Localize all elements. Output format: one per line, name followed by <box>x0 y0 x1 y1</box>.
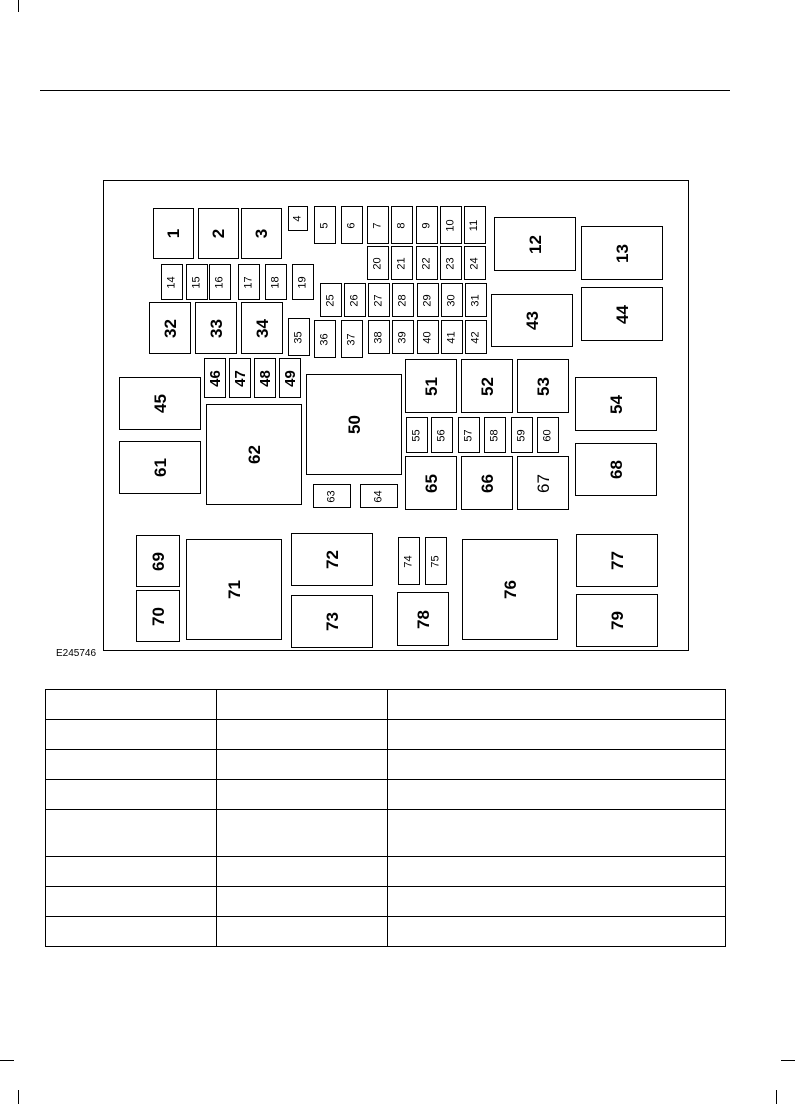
fuse-73 <box>291 595 373 648</box>
fuse-38 <box>368 320 390 354</box>
fuse-label: 51 <box>421 376 441 396</box>
fuse-59 <box>511 417 533 453</box>
fuse-label: 61 <box>150 458 170 477</box>
fuse-label: 22 <box>420 256 433 270</box>
fuse-6 <box>341 206 363 244</box>
table-cell <box>388 690 726 720</box>
fuse-label: 49 <box>281 369 299 387</box>
fuse-label: 78 <box>413 609 433 629</box>
fuse-label: 59 <box>515 428 528 442</box>
table-cell <box>46 917 217 947</box>
fuse-28 <box>392 283 414 317</box>
fuse-12 <box>494 217 576 271</box>
fuse-label: 69 <box>148 551 168 571</box>
fuse-label: 74 <box>402 554 415 568</box>
fuse-10 <box>440 206 462 244</box>
crop-mark-top-left <box>18 0 19 12</box>
fuse-label: 11 <box>468 219 481 231</box>
fuse-18 <box>265 264 287 300</box>
fuse-39 <box>392 320 414 354</box>
fuse-label: 36 <box>318 332 331 346</box>
fuse-1 <box>153 208 194 259</box>
fuse-63 <box>313 484 351 508</box>
table-cell <box>46 857 217 887</box>
fuse-label: 26 <box>348 293 361 307</box>
fuse-label: 31 <box>469 293 482 307</box>
table-row <box>46 857 726 887</box>
fuse-43 <box>491 294 573 347</box>
table-cell <box>217 917 388 947</box>
fuse-label: 15 <box>190 275 203 289</box>
fuse-68 <box>575 443 657 496</box>
fuse-61 <box>119 441 201 494</box>
fuse-21 <box>391 246 413 280</box>
fuse-51 <box>405 359 457 413</box>
table-cell <box>217 720 388 750</box>
fuse-label: 9 <box>420 221 433 229</box>
fuse-50 <box>306 374 402 475</box>
fuse-29 <box>417 283 439 317</box>
fuse-label: 4 <box>291 215 304 222</box>
fuse-label: 42 <box>469 330 482 344</box>
fuse-78 <box>397 592 449 646</box>
fuse-label: 54 <box>606 394 626 414</box>
fuse-67 <box>517 456 569 510</box>
fuse-36 <box>314 320 336 358</box>
fuse-label: 20 <box>371 256 384 270</box>
fuse-64 <box>360 484 398 508</box>
fuse-75 <box>425 537 447 585</box>
fuse-label: 16 <box>213 275 226 289</box>
fuse-49 <box>279 358 301 398</box>
fuse-label: 46 <box>206 369 224 387</box>
fuse-label: 2 <box>209 228 228 239</box>
table-row <box>46 810 726 857</box>
table-cell <box>388 887 726 917</box>
fuse-33 <box>195 302 237 354</box>
fuse-label: 24 <box>468 256 481 270</box>
fuse-label: 44 <box>612 304 632 324</box>
table-cell <box>388 720 726 750</box>
fuse-79 <box>576 594 658 647</box>
fuse-37 <box>341 320 363 358</box>
fuse-label: 13 <box>612 243 632 263</box>
fuse-17 <box>238 264 260 300</box>
fuse-55 <box>406 417 428 453</box>
fuse-label: 27 <box>372 293 385 307</box>
fuse-label: 19 <box>296 275 309 289</box>
fuse-53 <box>517 359 569 413</box>
fuse-2 <box>198 208 239 259</box>
fuse-label: 73 <box>322 612 342 631</box>
fuse-11 <box>464 206 486 244</box>
fuse-32 <box>149 302 191 354</box>
crop-mark-bottom-right-h <box>781 1060 795 1061</box>
fuse-22 <box>416 246 438 280</box>
fuse-label: 12 <box>525 234 545 254</box>
fuse-47 <box>229 358 251 398</box>
table-row <box>46 720 726 750</box>
fuse-label: 72 <box>322 550 342 569</box>
fuse-58 <box>484 417 506 453</box>
fuse-label: 47 <box>231 369 249 387</box>
fuse-label: 17 <box>242 275 255 289</box>
fuse-label: 67 <box>533 473 553 493</box>
fuse-label: 6 <box>345 221 358 229</box>
fuse-label: 34 <box>252 318 272 338</box>
table-cell <box>217 810 388 857</box>
table-cell <box>46 720 217 750</box>
fuse-57 <box>458 417 480 453</box>
table-cell <box>217 750 388 780</box>
fuse-9 <box>416 206 438 244</box>
fuse-74 <box>398 537 420 585</box>
fuse-23 <box>440 246 462 280</box>
table-cell <box>46 887 217 917</box>
fuse-label: 1 <box>164 228 183 239</box>
fuse-14 <box>161 264 183 300</box>
fuse-62 <box>206 404 302 505</box>
table-cell <box>217 780 388 810</box>
fuse-66 <box>461 456 513 510</box>
fuse-label: 38 <box>372 330 385 344</box>
table-row <box>46 780 726 810</box>
table-cell <box>217 857 388 887</box>
table-cell <box>388 750 726 780</box>
fuse-76 <box>462 539 558 640</box>
fuse-70 <box>136 590 180 642</box>
table-cell <box>217 887 388 917</box>
fuse-65 <box>405 456 457 510</box>
fuse-label: 68 <box>606 460 626 479</box>
table-cell <box>46 690 217 720</box>
fuse-35 <box>288 318 310 356</box>
fuse-label: 76 <box>500 580 520 599</box>
fuse-label: 32 <box>160 318 180 338</box>
table-cell <box>388 810 726 857</box>
fuse-label: 33 <box>206 318 226 338</box>
fuse-41 <box>441 320 463 354</box>
fuse-label: 41 <box>445 330 458 344</box>
fuse-label: 43 <box>522 311 542 330</box>
fuse-label: 63 <box>325 489 338 503</box>
table-cell <box>388 780 726 810</box>
fuse-77 <box>576 534 658 587</box>
fuse-label: 25 <box>324 293 337 307</box>
fuse-7 <box>367 206 389 244</box>
fuse-label: 71 <box>224 580 244 599</box>
fuse-60 <box>537 417 559 453</box>
fuse-16 <box>209 264 231 300</box>
fuse-4 <box>288 206 308 231</box>
fuse-71 <box>186 539 282 640</box>
fuse-specification-table <box>45 689 726 947</box>
fuse-label: 23 <box>444 256 457 270</box>
fuse-45 <box>119 377 201 430</box>
fuse-label: 62 <box>244 445 264 464</box>
fuse-label: 60 <box>541 428 554 442</box>
header-rule <box>40 90 730 91</box>
fuse-3 <box>241 208 282 259</box>
fuse-69 <box>136 535 180 587</box>
fuse-label: 56 <box>435 428 448 442</box>
fuse-31 <box>465 283 487 317</box>
fuse-44 <box>581 287 663 341</box>
fuse-label: 37 <box>345 332 358 346</box>
fuse-72 <box>291 533 373 586</box>
fuse-label: 7 <box>371 221 384 229</box>
fuse-20 <box>367 246 389 280</box>
fuse-label: 50 <box>344 415 364 434</box>
table-cell <box>388 917 726 947</box>
fuse-label: 29 <box>421 293 434 307</box>
crop-mark-bottom-left-h <box>0 1060 14 1061</box>
fuse-label: 58 <box>488 428 501 442</box>
fuse-label: 53 <box>533 376 553 396</box>
fuse-24 <box>464 246 486 280</box>
fuse-19 <box>292 264 314 300</box>
fuse-label: 65 <box>421 473 441 493</box>
fuse-25 <box>320 283 342 317</box>
fuse-48 <box>254 358 276 398</box>
fuse-label: 10 <box>444 218 457 232</box>
table-row <box>46 887 726 917</box>
table-cell <box>46 810 217 857</box>
fuse-46 <box>204 358 226 398</box>
crop-mark-bottom-left-v <box>18 1090 19 1104</box>
table-cell <box>388 857 726 887</box>
fuse-27 <box>368 283 390 317</box>
fuse-label: 57 <box>462 428 475 442</box>
table-row <box>46 690 726 720</box>
fuse-label: 45 <box>150 394 170 413</box>
fuse-label: 77 <box>607 551 627 570</box>
fuse-label: 35 <box>292 330 305 344</box>
table-cell <box>217 690 388 720</box>
fuse-26 <box>344 283 366 317</box>
fuse-8 <box>391 206 413 244</box>
fuse-label: 40 <box>421 330 434 344</box>
fuse-label: 79 <box>607 611 627 630</box>
fuse-5 <box>314 206 336 244</box>
figure-reference-code: E245746 <box>56 648 97 659</box>
fuse-label: 21 <box>395 256 408 270</box>
fuse-52 <box>461 359 513 413</box>
fuse-label: 18 <box>269 275 282 289</box>
table-cell <box>46 780 217 810</box>
table-row <box>46 917 726 947</box>
fuse-56 <box>431 417 453 453</box>
fuse-label: 3 <box>252 228 271 239</box>
fuse-label: 8 <box>395 221 408 229</box>
fuse-34 <box>241 302 283 354</box>
fuse-30 <box>441 283 463 317</box>
table-cell <box>46 750 217 780</box>
fuse-label: 52 <box>477 376 497 396</box>
crop-mark-bottom-right-v <box>776 1090 777 1104</box>
fuse-label: 5 <box>318 221 331 229</box>
fuse-label: 28 <box>396 293 409 307</box>
fuse-label: 75 <box>429 554 442 568</box>
fuse-13 <box>581 226 663 280</box>
fuse-40 <box>417 320 439 354</box>
fuse-label: 64 <box>372 489 385 503</box>
fuse-label: 14 <box>165 275 178 289</box>
fuse-label: 70 <box>148 606 168 626</box>
fuse-15 <box>186 264 208 300</box>
fuse-label: 66 <box>477 473 497 493</box>
fuse-42 <box>465 320 487 354</box>
table-row <box>46 750 726 780</box>
fuse-label: 55 <box>410 428 423 442</box>
fuse-54 <box>575 377 657 431</box>
fuse-label: 30 <box>445 293 458 307</box>
fuse-label: 48 <box>256 369 274 387</box>
fuse-label: 39 <box>396 330 409 344</box>
